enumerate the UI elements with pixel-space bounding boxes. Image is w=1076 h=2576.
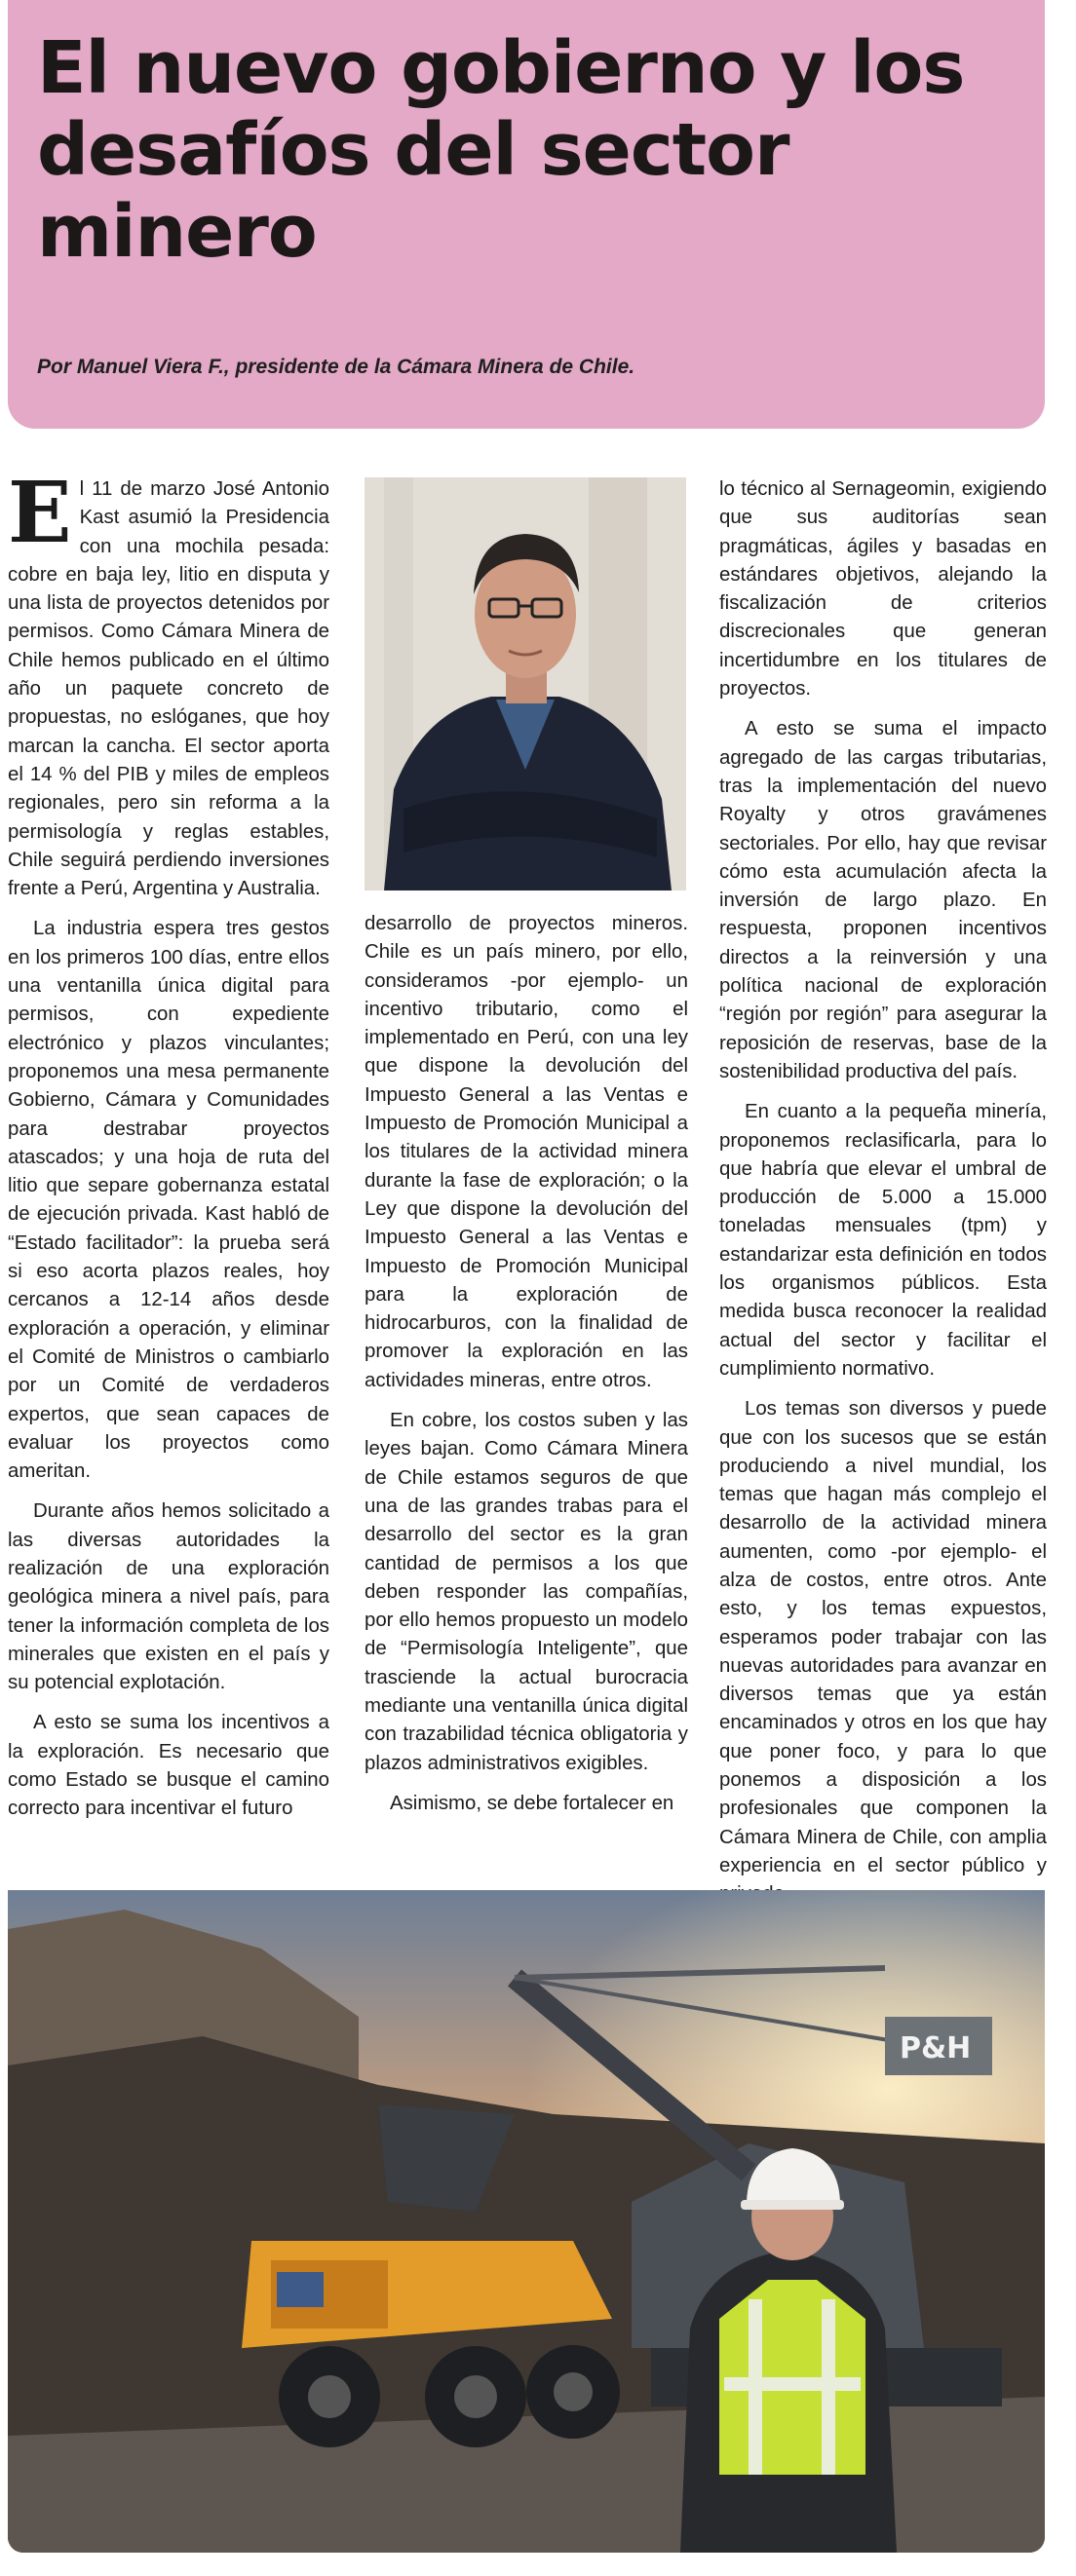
paragraph-text: l 11 de marzo José Antonio Kast asumió la Presidencia con una mochila pesada: cobre en baja ley, litio en disputa y una lista de proyectos detenidos por permisos. Como Cámara Minera de Chile hemos publicado en el último año un paquete concreto de propuestas, no eslóganes, que hoy marcan la cancha. El sector aporta el 14 % del PIB y miles de empleos regionales, pero sin reforma a la permisología y reglas estables, Chile seguirá perdiendo inversiones frente a Perú, Argentina y Australia. [8, 478, 329, 900]
excavator-brand-label: P&H [900, 2031, 972, 2065]
paragraph: Durante años hemos solicitado a las diversas autoridades la realización de una exploración geológica minera a nivel país, para tener la información completa de los minerales que existen en el país y su potencial explotación. [8, 1500, 329, 1694]
portrait-illustration [365, 477, 686, 890]
text-column-2 [365, 910, 688, 1830]
paragraph: desarrollo de proyectos mineros. Chile es un país minero, por ello, consideramos -por ejemplo- un incentivo tributario, como el implementado en Perú, con una ley que dispone la devolución del Impuesto General a las Ventas e Impuesto de Promoción Municipal a los titulares de la actividad minera durante la fase de exploración; o la Ley que dispone la devolución del Impuesto General a las Ventas e Impuesto de Promoción Municipal para la exploración de hidrocarburos, con la finalidad de promover la exploración en las actividades mineras, entre otros. [365, 913, 688, 1391]
mining-site-photo [8, 1890, 1045, 2553]
paragraph: A esto se suma el impacto agregado de las cargas tributarias, tras la implementación del nuevo Royalty y otros gravámenes sectoriales. Por ello, hay que revisar cómo esta acumulación afecta la inversión de largo plazo. En respuesta, proponen incentivos directos a la reinversión y una política nacional de exploración “región por región” para asegurar la reposición de reservas, base de la sostenibilidad productiva del país. [719, 718, 1047, 1082]
paragraph: La industria espera tres gestos en los primeros 100 días, entre ellos una ventanilla única digital para permisos, con expediente electrónico y plazos vinculantes; proponemos una mesa permanente Gobierno, Cámara y Comunidades para destrabar proyectos atascados; y una hoja de ruta del litio que separe gobernanza estatal de ejecución privada. Kast habló de “Estado facilitador”: la prueba será si eso acorta plazos reales, hoy cercanos a 12-14 años desde exploración a operación, y eliminar el Comité de Ministros o cambiarlo por un Comité de verdaderos expertos, que sean capaces de evaluar los proyectos como ameritan. [8, 918, 329, 1483]
paragraph: En cobre, los costos suben y las leyes bajan. Como Cámara Minera de Chile estamos seguros de que una de las grandes trabas para el desarrollo del sector es la gran cantidad de permisos a los que deben responder las compañías, por ello hemos propuesto un modelo de “Permisología Inteligente”, que trasciende la actual burocracia mediante una ventanilla única digital con trazabilidad técnica obligatoria y plazos administrativos exigibles. [365, 1410, 688, 1774]
paragraph: En cuanto a la pequeña minería, proponemos reclasificarla, para lo que habría que elevar el umbral de producción de 5.000 a 15.000 toneladas mensuales (tpm) y estandarizar esta definición en todos los organismos públicos. Esta medida busca reconocer la realidad actual del sector y facilitar el cumplimiento normativo. [719, 1101, 1047, 1380]
article-byline: Por Manuel Viera F., presidente de la Cámara Minera de Chile. [37, 356, 635, 378]
paragraph: lo técnico al Sernageomin, exigiendo que sus auditorías sean pragmáticas, ágiles y basadas en estándares objetivos, alejando la fiscalización de criterios discrecionales que generan incertidumbre en los titulares de proyectos. [719, 478, 1047, 701]
paragraph: A esto se suma los incentivos a la exploración. Es necesario que como Estado se busque el camino correcto para incentivar el futuro [8, 1712, 329, 1820]
text-column-3 [719, 475, 1047, 1921]
paragraph: Los temas son diversos y puede que con los sucesos que se están produciendo a nivel mundial, los temas que hagan más complejo el desarrollo de la actividad minera aumenten, como -por ejemplo- el alza de costos, entre otros. Ante esto, y los temas expuestos, esperamos poder trabajar con las nuevas autoridades para avanzar en diversos temas que ya están encaminados y otros en los que hay que poner foco, y para lo que ponemos a disposición a los profesionales que componen la Cámara Minera de Chile, con amplia experiencia en el sector público y [719, 1398, 1047, 1876]
headline-banner [8, 0, 1045, 429]
mining-scene-illustration [8, 1890, 1045, 2553]
drop-cap: E [8, 464, 72, 562]
author-portrait-photo [365, 477, 686, 890]
text-column-1 [8, 464, 329, 1836]
paragraph: Asimismo, se debe fortalecer en [390, 1792, 674, 1814]
paragraph [8, 464, 329, 903]
article-title: El nuevo gobierno y los desafíos del sector minero [37, 26, 965, 274]
